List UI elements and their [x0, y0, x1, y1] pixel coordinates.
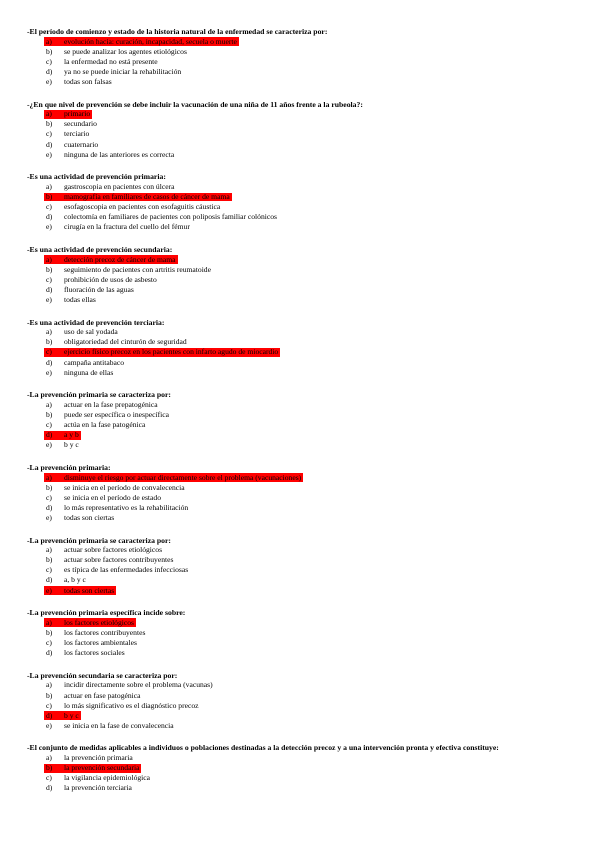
answer-option [27, 503, 587, 513]
option-text: campaña antitabaco [64, 357, 125, 367]
option-text: cirugía en la fractura del cuello del fémur [64, 222, 190, 232]
answer-option [27, 368, 587, 378]
answer-option [27, 773, 587, 783]
answer-option-highlighted [27, 37, 587, 47]
question-block [27, 390, 587, 450]
question-block [27, 463, 587, 523]
answer-option [27, 358, 587, 368]
option-letter: e) [46, 585, 52, 595]
option-letter: a) [46, 753, 52, 763]
answer-option [27, 400, 587, 410]
answer-option [27, 410, 587, 420]
option-letter: d) [46, 66, 53, 76]
option-text: b y c [64, 440, 79, 450]
option-text: a y b [64, 430, 79, 440]
option-text: mamografía en familiares de casos de cáncer de mama [64, 192, 230, 201]
answer-option [27, 275, 587, 285]
option-letter: a) [46, 545, 52, 555]
answer-option [27, 222, 587, 232]
answer-option [27, 648, 587, 658]
option-letter: b) [46, 409, 53, 419]
option-text: prohibición de usos de asbesto [64, 274, 157, 284]
answer-option [27, 327, 587, 337]
option-text: primario [64, 109, 91, 119]
option-letter: a) [46, 181, 52, 191]
option-text: todas ellas [64, 294, 96, 304]
answer-option [27, 440, 587, 450]
answer-option-highlighted [27, 255, 587, 265]
question-title: -La prevención primaria se caracteriza por: [27, 390, 171, 400]
answer-option-highlighted [27, 618, 587, 628]
answer-option [27, 783, 587, 793]
option-letter: d) [46, 430, 53, 440]
option-text: obligatoriedad del cinturón de seguridad [64, 337, 187, 347]
answer-option [27, 202, 587, 212]
answer-option [27, 212, 587, 222]
answer-option [27, 545, 587, 555]
question-title: -El período de comienzo y estado de la historia natural de la enfermedad se caracteriza por: [27, 27, 328, 36]
answer-option [27, 57, 587, 67]
document-page [27, 27, 587, 806]
answer-option-highlighted [27, 109, 587, 119]
option-letter: e) [46, 222, 52, 232]
option-text: la prevención primaria [64, 753, 133, 763]
option-text: la prevención terciaria [64, 783, 132, 793]
option-letter: d) [46, 575, 53, 585]
option-letter: c) [46, 347, 52, 357]
option-text: ninguna de ellas [64, 367, 114, 377]
answer-option-highlighted [27, 192, 587, 202]
answer-option [27, 129, 587, 139]
answer-option [27, 691, 587, 701]
answer-option [27, 721, 587, 731]
option-letter: c) [46, 700, 52, 710]
option-letter: b) [46, 119, 53, 129]
answer-option [27, 182, 587, 192]
option-letter: d) [46, 284, 53, 294]
option-text: uso de sal yodada [64, 327, 118, 337]
option-text: los factores etiológicos [64, 617, 135, 627]
option-letter: b) [46, 337, 53, 347]
answer-option [27, 265, 587, 275]
option-text: actuar sobre factores etiológicos [64, 545, 163, 555]
option-text: todas son ciertas [64, 585, 115, 595]
option-text: lo más significativo es el diagnóstico precoz [64, 700, 199, 710]
question-block [27, 743, 587, 793]
option-letter: a) [46, 36, 52, 46]
option-text: es típica de las enfermedades infecciosas [64, 565, 189, 575]
option-text: actúa en la fase patogénica [64, 420, 146, 430]
option-text: se inicia en el período de convalecencia [64, 482, 185, 492]
question-title: -Es una actividad de prevención terciaria: [27, 317, 165, 327]
answer-option [27, 638, 587, 648]
option-text: los factores sociales [64, 648, 125, 658]
option-letter: a) [46, 617, 52, 627]
option-text: los factores contribuyentes [64, 627, 146, 637]
question-title: -La prevención secundaria se caracteriza por: [27, 670, 178, 680]
answer-option [27, 628, 587, 638]
option-text: puede ser específica o inespecífica [64, 409, 169, 419]
answer-option [27, 483, 587, 493]
option-letter: b) [46, 555, 53, 565]
answer-option [27, 67, 587, 77]
option-letter: c) [46, 565, 52, 575]
answer-option [27, 150, 587, 160]
option-letter: c) [46, 274, 52, 284]
answer-option [27, 555, 587, 565]
option-text: disminuye el riesgo por actuar directamente sobre el problema (vacunaciones) [64, 472, 302, 482]
question-title: -La prevención primaria específica incide sobre: [27, 608, 186, 618]
option-letter: e) [46, 76, 52, 86]
option-text: ninguna de las anteriores es correcta [64, 149, 175, 159]
answer-option [27, 140, 587, 150]
option-letter: c) [46, 773, 52, 783]
option-text: colectomía en familiares de pacientes con poliposis familiar colónicos [64, 212, 277, 222]
option-letter: c) [46, 56, 52, 66]
option-text: fluoración de las aguas [64, 284, 134, 294]
question-block [27, 100, 587, 160]
option-letter: a) [46, 327, 52, 337]
question-block [27, 318, 587, 378]
answer-option-highlighted [27, 347, 587, 357]
option-letter: d) [46, 710, 53, 720]
option-text: gastroscopia en pacientes con úlcera [64, 181, 175, 191]
option-letter: e) [46, 149, 52, 159]
answer-option-highlighted [27, 763, 587, 773]
answer-option-highlighted [27, 430, 587, 440]
option-text: se puede analizar los agentes etiológicos [64, 46, 187, 56]
option-text: actuar sobre factores contribuyentes [64, 555, 174, 565]
option-letter: a) [46, 680, 52, 690]
option-text: todas son ciertas [64, 512, 115, 522]
answer-option [27, 295, 587, 305]
option-letter: b) [46, 690, 53, 700]
option-letter: b) [46, 482, 53, 492]
answer-option [27, 513, 587, 523]
option-letter: d) [46, 502, 53, 512]
question-block [27, 27, 587, 87]
answer-option [27, 47, 587, 57]
option-text: secundario [64, 119, 97, 129]
answer-option [27, 285, 587, 295]
answer-option [27, 753, 587, 763]
option-letter: a) [46, 109, 52, 119]
option-letter: e) [46, 294, 52, 304]
option-text: a, b y c [64, 575, 86, 585]
option-text: actuar en la fase prepatogénica [64, 399, 158, 409]
option-letter: a) [46, 472, 52, 482]
option-text: detección precoz de cáncer de mama [64, 254, 176, 264]
question-title: -La prevención primaria se caracteriza por: [27, 535, 171, 545]
question-block [27, 536, 587, 596]
question-title: -Es una actividad de prevención secundaria: [27, 244, 173, 254]
option-text: b y c [64, 710, 79, 720]
option-text: esofagoscopia en pacientes con esofaguitis cáustica [64, 202, 221, 212]
option-text: actuar en fase patogénica [64, 690, 141, 700]
answer-option [27, 565, 587, 575]
option-letter: d) [46, 648, 53, 658]
option-text: ya no se puede iniciar la rehabilitación [64, 66, 182, 76]
option-text: la enfermedad no está presente [64, 56, 158, 66]
question-title: -¿En que nivel de prevención se debe incluir la vacunación de una niña de 11 años frente a la rubeola?: [27, 99, 363, 109]
question-title: -El conjunto de medidas aplicables a individuos o poblaciones destinadas a la detección precoz y a una intervención pronta y efectiva constituye: [27, 743, 499, 753]
question-block [27, 608, 587, 658]
option-text: se inicia en la fase de convalecencia [64, 720, 174, 730]
option-text: seguimiento de pacientes con artritis reumatoide [64, 264, 211, 274]
option-text: lo más representativo es la rehabilitación [64, 502, 189, 512]
option-text: incidir directamente sobre el problema (vacunas) [64, 680, 213, 690]
question-block [27, 245, 587, 305]
option-letter: c) [46, 420, 52, 430]
option-letter: c) [46, 202, 52, 212]
option-text: la prevención secundaria [64, 763, 140, 773]
option-text: terciario [64, 129, 90, 139]
option-letter: a) [46, 254, 52, 264]
option-letter: d) [46, 783, 53, 793]
answer-option [27, 575, 587, 585]
option-letter: d) [46, 357, 53, 367]
option-text: todas son falsas [64, 76, 112, 86]
answer-option [27, 119, 587, 129]
answer-option-highlighted [27, 473, 587, 483]
option-text: los factores ambientales [64, 638, 137, 648]
answer-option [27, 337, 587, 347]
option-letter: b) [46, 192, 53, 201]
option-letter: c) [46, 129, 52, 139]
option-letter: b) [46, 264, 53, 274]
question-title: -Es una actividad de prevención primaria: [27, 172, 166, 182]
option-letter: d) [46, 212, 53, 222]
option-letter: e) [46, 440, 52, 450]
option-letter: c) [46, 492, 52, 502]
option-letter: c) [46, 638, 52, 648]
question-block [27, 172, 587, 232]
answer-option-highlighted [27, 586, 587, 596]
option-text: la vigilancia epidemiológica [64, 773, 151, 783]
option-letter: a) [46, 399, 52, 409]
answer-option [27, 680, 587, 690]
option-text: se inicia en el período de estado [64, 492, 161, 502]
question-title: -La prevención primaria: [27, 462, 111, 472]
option-letter: e) [46, 367, 52, 377]
option-letter: b) [46, 627, 53, 637]
answer-option [27, 701, 587, 711]
option-letter: b) [46, 763, 53, 773]
answer-option [27, 77, 587, 87]
answer-option-highlighted [27, 711, 587, 721]
option-letter: e) [46, 512, 52, 522]
answer-option [27, 493, 587, 503]
option-text: cuaternario [64, 139, 99, 149]
option-text: ejercicio físico precoz en los pacientes con infarto agudo de miocardio [64, 347, 279, 357]
option-letter: e) [46, 720, 52, 730]
option-letter: b) [46, 46, 53, 56]
option-text: evolución hacia: curación, incapacidad, secuela o muerte [64, 36, 237, 46]
answer-option [27, 420, 587, 430]
option-letter: d) [46, 139, 53, 149]
question-block [27, 671, 587, 731]
